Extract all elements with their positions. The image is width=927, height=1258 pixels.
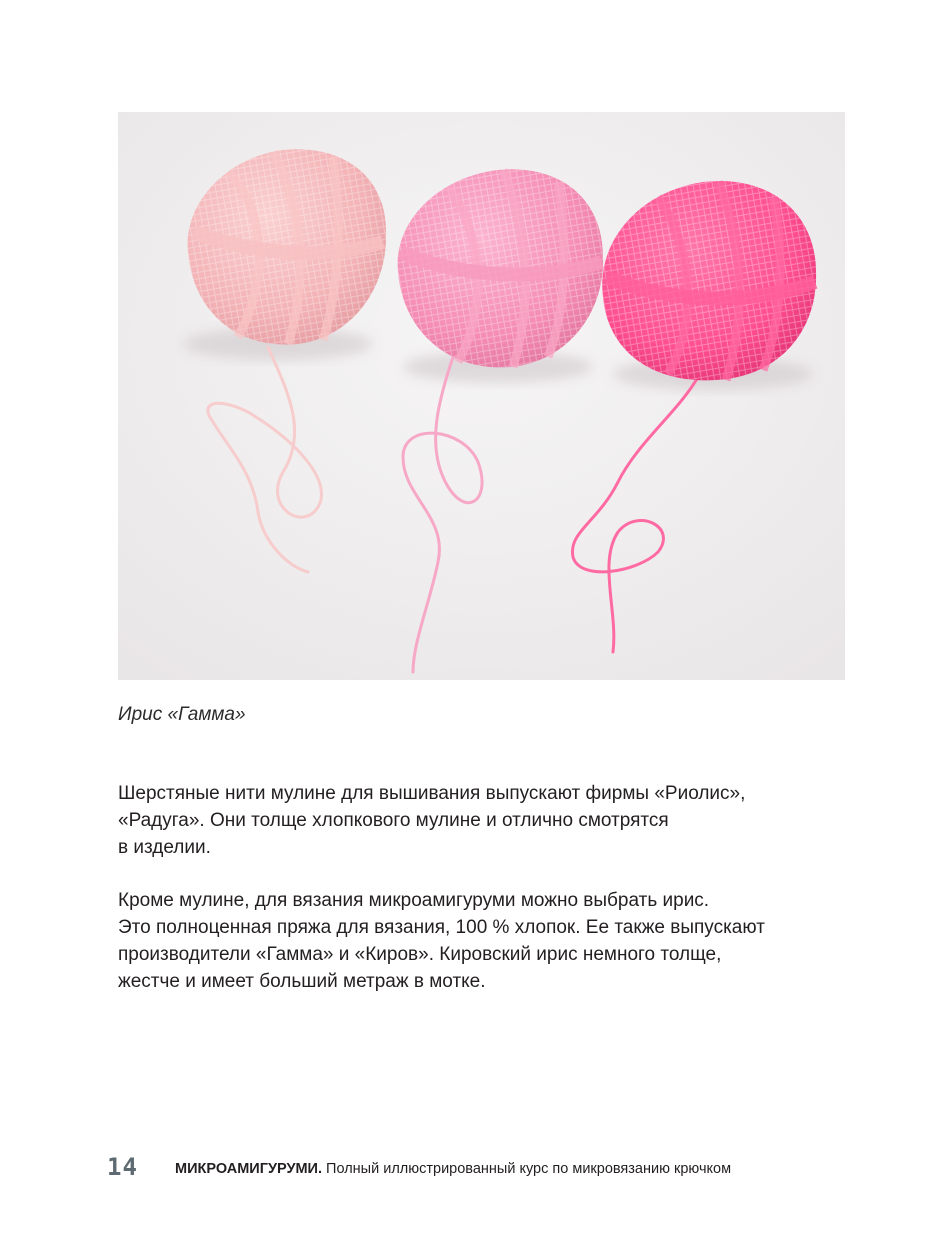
text-line: Это полноценная пряжа для вязания, 100 % хлопок. Ее также выпускают [118,917,765,938]
page-footer [107,1153,852,1185]
paragraph-iris-yarn [118,887,858,995]
text-line: в изделии. [118,837,211,858]
text-line: Кроме мулине, для вязания микроамигуруми можно выбрать ирис. [118,890,710,911]
text-line: Шерстяные нити мулине для вышивания выпускают фирмы «Риолис», [118,783,746,804]
paragraph-wool-floss [118,780,858,861]
text-line: жестче и имеет больший метраж в мотке. [118,971,486,992]
book-subtitle: Полный иллюстрированный курс по микровязанию крючком [326,1161,732,1177]
yarn-photo [118,112,845,680]
page-number: 14 [107,1153,138,1181]
photo-caption: Ирис «Гамма» [118,704,246,725]
text-line: производители «Гамма» и «Киров». Кировский ирис немного толще, [118,944,722,965]
running-title [175,1161,731,1177]
text-line: «Радуга». Они толще хлопкового мулине и отлично смотрятся [118,810,669,831]
book-title: МИКРОАМИГУРУМИ. [175,1161,322,1177]
